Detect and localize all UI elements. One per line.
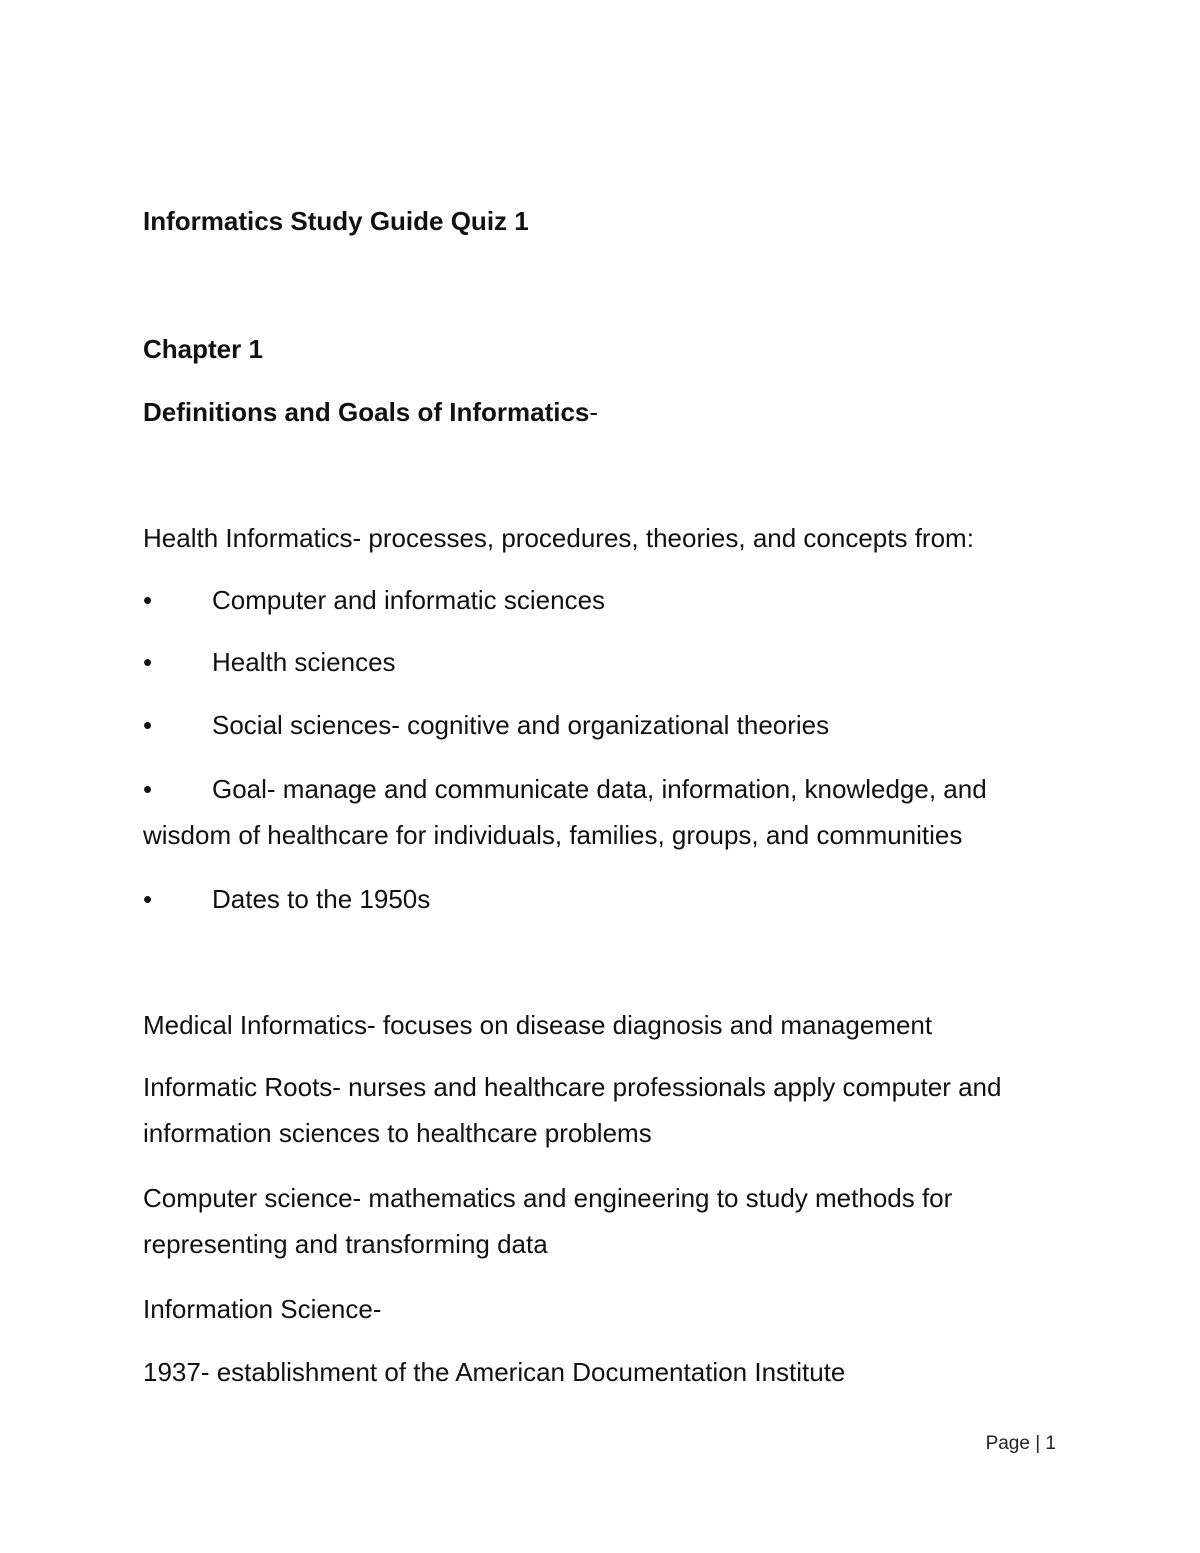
- bullet-text: Computer and informatic sciences: [212, 585, 606, 615]
- bullet-text: Health sciences: [212, 647, 396, 677]
- bullet-text: Social sciences- cognitive and organizational theories: [212, 710, 830, 740]
- section-heading-text: Definitions and Goals of Informatics: [143, 397, 590, 427]
- bullet-icon: •: [143, 585, 153, 615]
- bullet-icon: •: [143, 884, 153, 914]
- bullet-icon: •: [143, 774, 153, 804]
- section-heading-suffix: -: [589, 397, 599, 427]
- bullet-text: Dates to the 1950s: [212, 884, 431, 914]
- section-heading: [143, 396, 598, 428]
- page-number: Page | 1: [985, 1433, 1056, 1454]
- paragraph-medical-informatics: Medical Informatics- focuses on disease diagnosis and management: [143, 1010, 933, 1040]
- chapter-heading: Chapter 1: [143, 334, 263, 364]
- bullet-icon: •: [143, 647, 153, 677]
- paragraph-informatic-roots: Informatic Roots- nurses and healthcare professionals apply computer and information sciences to healthcare problems: [143, 1072, 1002, 1148]
- paragraph-information-science: Information Science-: [143, 1294, 382, 1324]
- document-title: Informatics Study Guide Quiz 1: [143, 206, 529, 236]
- paragraph-computer-science: Computer science- mathematics and engineering to study methods for representing and transforming data: [143, 1183, 953, 1259]
- bullet-text: Goal- manage and communicate data, information, knowledge, and wisdom of healthcare for individuals, families, groups, and communities: [143, 774, 987, 850]
- paragraph-1937: 1937- establishment of the American Documentation Institute: [143, 1357, 846, 1387]
- bullet-icon: •: [143, 710, 153, 740]
- list-item: [143, 766, 1073, 858]
- health-informatics-intro: Health Informatics- processes, procedures, theories, and concepts from:: [143, 523, 974, 553]
